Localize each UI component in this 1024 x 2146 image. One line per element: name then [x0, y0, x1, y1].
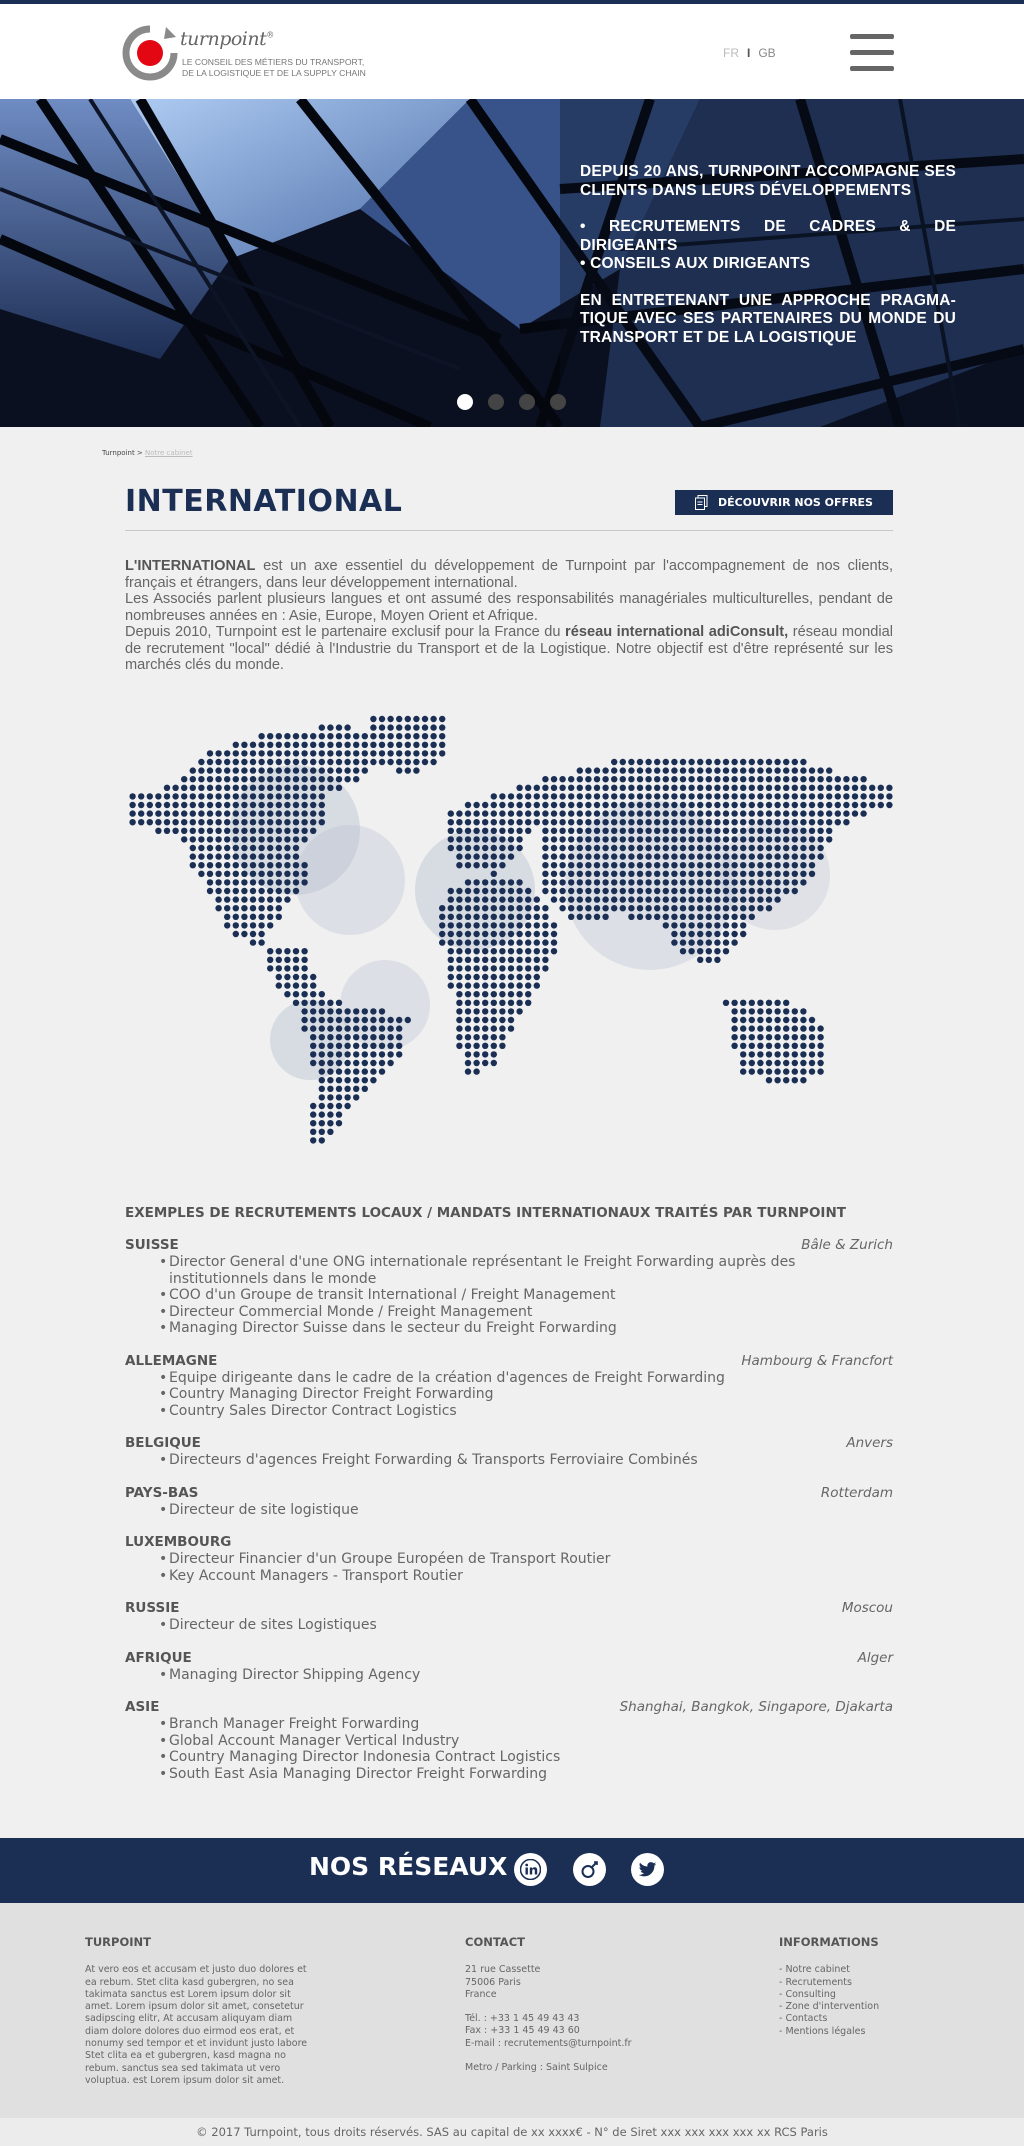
- address-line-1: 21 rue Cassette: [465, 1964, 541, 1976]
- breadcrumb-separator: >: [134, 449, 146, 457]
- footer-info-title: INFORMATIONS: [779, 1935, 879, 1949]
- mandate-item: • Country Managing Director Indonesia Contract Logistics: [159, 1749, 815, 1766]
- country-city: Shanghai, Bangkok, Singapore, Djakarta: [619, 1699, 893, 1715]
- country-city: Rotterdam: [820, 1484, 893, 1501]
- mandate-item: • Directeur Commercial Monde / Freight Management: [159, 1304, 815, 1321]
- country-block: [125, 1600, 893, 1634]
- language-switcher: [723, 46, 776, 60]
- mandate-item: • Equipe dirigeante dans le cadre de la création d'agences de Freight Forwarding: [159, 1370, 815, 1387]
- linkedin-icon[interactable]: [514, 1853, 547, 1886]
- mandate-item: • Country Managing Director Freight Forwarding: [159, 1386, 815, 1403]
- world-dot-map: [120, 715, 900, 1145]
- footer-link-consulting[interactable]: - Consulting: [779, 1988, 836, 2000]
- mandate-list: [125, 1254, 815, 1337]
- mandate-item: • Directeur de site logistique: [159, 1502, 815, 1519]
- mandate-list: [125, 1617, 815, 1634]
- country-name: ALLEMAGNE: [125, 1352, 218, 1369]
- mandate-item: • Managing Director Shipping Agency: [159, 1667, 815, 1684]
- mandate-item: • Directeurs d'agences Freight Forwarding & Transports Ferroviaire Combinés: [159, 1452, 815, 1469]
- discover-offers-button[interactable]: [675, 490, 893, 515]
- hero-bullets: • RECRUTEMENTS DE CADRES & DE DIRIGEANTS • CONSEILS AUX DIRIGEANTS: [580, 218, 956, 272]
- country-city: Moscou: [841, 1600, 893, 1616]
- mandate-item: • South East Asia Managing Director Freight Forwarding: [159, 1766, 815, 1783]
- page-title: INTERNATIONAL: [125, 484, 403, 519]
- logo-mark-icon: [122, 25, 178, 81]
- footer-about: [85, 1936, 310, 2087]
- hero-text: [580, 163, 956, 365]
- slider-dot-4[interactable]: [550, 394, 566, 410]
- document-icon: [695, 495, 708, 510]
- countries-list: [125, 1237, 893, 1798]
- country-name: SUISSE: [125, 1237, 179, 1253]
- contact-email[interactable]: E-mail : recrutements@turnpoint.fr: [465, 2037, 632, 2049]
- address-line-2: 75006 Paris: [465, 1976, 521, 1988]
- country-city: Anvers: [846, 1435, 893, 1451]
- country-name: PAYS-BAS: [125, 1484, 199, 1501]
- contact-fax: Fax : +33 1 45 49 43 60: [465, 2025, 580, 2037]
- slider-dot-3[interactable]: [519, 394, 535, 410]
- footer-contact: [465, 1936, 665, 2074]
- mandate-list: [125, 1370, 815, 1420]
- slider-dot-2[interactable]: [488, 394, 504, 410]
- country-block: [125, 1485, 893, 1519]
- mandate-item: • Global Account Manager Vertical Industry: [159, 1733, 815, 1750]
- breadcrumb-current[interactable]: Notre cabinet: [145, 449, 193, 457]
- country-city: Alger: [857, 1649, 893, 1666]
- twitter-icon[interactable]: [631, 1853, 664, 1886]
- mandate-list: [125, 1502, 815, 1519]
- slider-dot-1[interactable]: [457, 394, 473, 410]
- contact-metro: Metro / Parking : Saint Sulpice: [465, 2062, 608, 2074]
- country-city: Bâle & Zurich: [801, 1237, 893, 1253]
- hero-slider: [0, 99, 1024, 427]
- country-block: [125, 1435, 893, 1469]
- mandate-list: [125, 1667, 815, 1684]
- contact-phone: Tél. : +33 1 45 49 43 43: [465, 2013, 580, 2025]
- logo[interactable]: [122, 22, 382, 84]
- logo-name: turnpoint®: [180, 28, 274, 50]
- mandate-item: • Country Sales Director Contract Logistics: [159, 1403, 815, 1420]
- mandate-item: • Director General d'une ONG internationale représentant le Freight Forwarding auprès des institutionnels dans le monde: [159, 1254, 815, 1287]
- hero-paragraph-3: EN ENTRETENANT UNE APPROCHE PRAGMA-TIQUE AVEC SES PARTENAIRES DU MONDE DU TRANSPORT ET DE LA LOGISTIQUE: [580, 291, 956, 346]
- lang-fr[interactable]: FR: [723, 46, 739, 60]
- footer-link-contacts[interactable]: - Contacts: [779, 2013, 828, 2025]
- discover-offers-label: DÉCOUVRIR NOS OFFRES: [718, 496, 873, 509]
- footer-link-mentions-legales[interactable]: - Mentions légales: [779, 2025, 866, 2037]
- footer-informations: [779, 1936, 929, 2038]
- country-block: [125, 1699, 893, 1782]
- title-divider: [125, 530, 893, 531]
- examples-title: EXEMPLES DE RECRUTEMENTS LOCAUX / MANDATS INTERNATIONAUX TRAITÉS PAR TURNPOINT: [125, 1205, 846, 1221]
- mandate-item: • Key Account Managers - Transport Routier: [159, 1568, 815, 1585]
- social-networks-band: [0, 1838, 1024, 1903]
- slider-dots: [457, 394, 566, 410]
- viadeo-icon[interactable]: [573, 1853, 606, 1886]
- lang-separator: I: [747, 46, 751, 60]
- country-name: LUXEMBOURG: [125, 1534, 232, 1550]
- social-networks-title: NOS RÉSEAUX: [309, 1852, 508, 1881]
- footer-about-title: TURPOINT: [85, 1935, 151, 1949]
- country-name: ASIE: [125, 1699, 160, 1715]
- logo-tagline: LE CONSEIL DES MÉTIERS DU TRANSPORT, DE LA LOGISTIQUE ET DE LA SUPPLY CHAIN: [182, 57, 366, 78]
- country-block: [125, 1650, 893, 1684]
- mandate-list: [125, 1452, 815, 1469]
- footer-link-zone-intervention[interactable]: - Zone d'intervention: [779, 2001, 880, 2013]
- mandate-item: • Managing Director Suisse dans le secteur du Freight Forwarding: [159, 1320, 815, 1337]
- country-name: RUSSIE: [125, 1600, 180, 1616]
- footer-contact-title: CONTACT: [465, 1935, 525, 1949]
- breadcrumb-home[interactable]: Turnpoint: [102, 449, 135, 457]
- mandate-item: • Directeur de sites Logistiques: [159, 1617, 815, 1634]
- intro-text: L'INTERNATIONAL est un axe essentiel du développement de Turnpoint par l'accompagnement de nos clients, français et étrangers, dans leur développement international. Les Associés parlent plusieurs langues et ont assumé des responsabilités managériales multiculturelles, pendant de nombreuses années en : Asie, Europe, Moyen Orient et Afrique. Depuis 2010, Turnpoint est le partenaire exclusif pour la France du réseau international adiConsult, réseau mondial de recrutement "local" dédié à l'Industrie du Transport et de la Logistique. Notre objectif est d'être représenté sur les marchés clés du monde.: [125, 558, 893, 673]
- footer-link-recrutements[interactable]: - Recrutements: [779, 1976, 852, 1988]
- country-name: BELGIQUE: [125, 1435, 201, 1451]
- mandate-item: • Directeur Financier d'un Groupe Européen de Transport Routier: [159, 1551, 815, 1568]
- copyright: © 2017 Turnpoint, tous droits réservés. SAS au capital de xx xxxx€ - N° de Siret xxx xxx xxx xxx xx RCS Paris: [0, 2118, 1024, 2146]
- address-line-3: France: [465, 1988, 497, 2000]
- country-city: Hambourg & Francfort: [741, 1352, 893, 1369]
- breadcrumb: [102, 449, 193, 457]
- mandate-item: • COO d'un Groupe de transit International / Freight Management: [159, 1287, 815, 1304]
- mandate-item: • Branch Manager Freight Forwarding: [159, 1716, 815, 1733]
- footer-link-notre-cabinet[interactable]: - Notre cabinet: [779, 1964, 850, 1976]
- country-block: [125, 1237, 893, 1337]
- mandate-list: [125, 1551, 815, 1584]
- country-block: [125, 1353, 893, 1420]
- hero-paragraph-1: DEPUIS 20 ANS, TURNPOINT ACCOMPAGNE SES CLIENTS DANS LEURS DÉVELOPPEMENTS: [580, 163, 956, 199]
- country-block: [125, 1534, 893, 1584]
- country-name: AFRIQUE: [125, 1649, 192, 1666]
- footer-about-text: At vero eos et accusam et justo duo dolores et ea rebum. Stet clita kasd gubergren, no sea takimata sanctus est Lorem ipsum dolor sit amet. Lorem ipsum dolor sit amet, consetetur sadipscing elitr, At accusam aliquyam diam diam dolore dolores duo eirmod eos erat, et nonumy sed tempor et et invidunt justo labore Stet clita ea et gubergren, kasd magna no rebum. sanctus sea sed takimata ut vero voluptua. est Lorem ipsum dolor sit amet.: [85, 1964, 308, 2086]
- site-footer: [0, 1903, 1024, 2118]
- map-region-highlight: [295, 825, 405, 935]
- lang-gb[interactable]: GB: [758, 46, 776, 60]
- mandate-list: [125, 1716, 815, 1782]
- site-header: [0, 4, 1024, 99]
- hamburger-menu-icon[interactable]: [850, 34, 894, 74]
